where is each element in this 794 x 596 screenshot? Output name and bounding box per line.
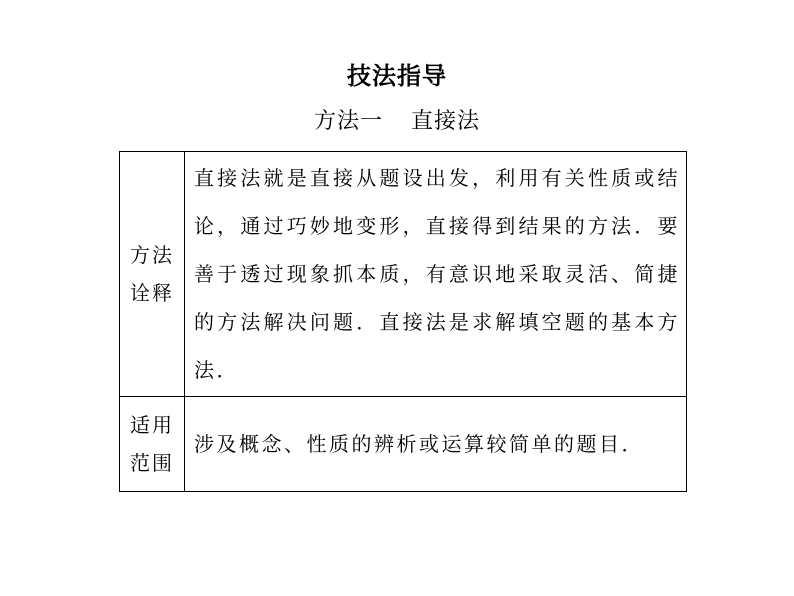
table-row [120,152,687,397]
row-label-line: 诠释 [130,281,174,305]
table-row [120,397,687,492]
row-content: 涉及概念、性质的辨析或运算较简单的题目． [185,397,687,492]
method-table [119,151,687,492]
page-title: 技法指导 [347,62,447,90]
row-label-line: 范围 [130,451,174,475]
section-subtitle [0,104,794,135]
method-number: 方法一 [313,109,383,134]
row-content: 直接法就是直接从题设出发，利用有关性质或结论，通过巧妙地变形，直接得到结果的方法．要善于透过现象抓本质，有意识地采取灵活、简捷的方法解决问题．直接法是求解填空题的基本方法． [185,152,687,397]
row-label-line: 适用 [130,413,174,437]
row-label-line: 方法 [130,243,174,267]
method-name: 直接法 [411,109,481,134]
row-label [120,152,185,397]
row-label [120,397,185,492]
